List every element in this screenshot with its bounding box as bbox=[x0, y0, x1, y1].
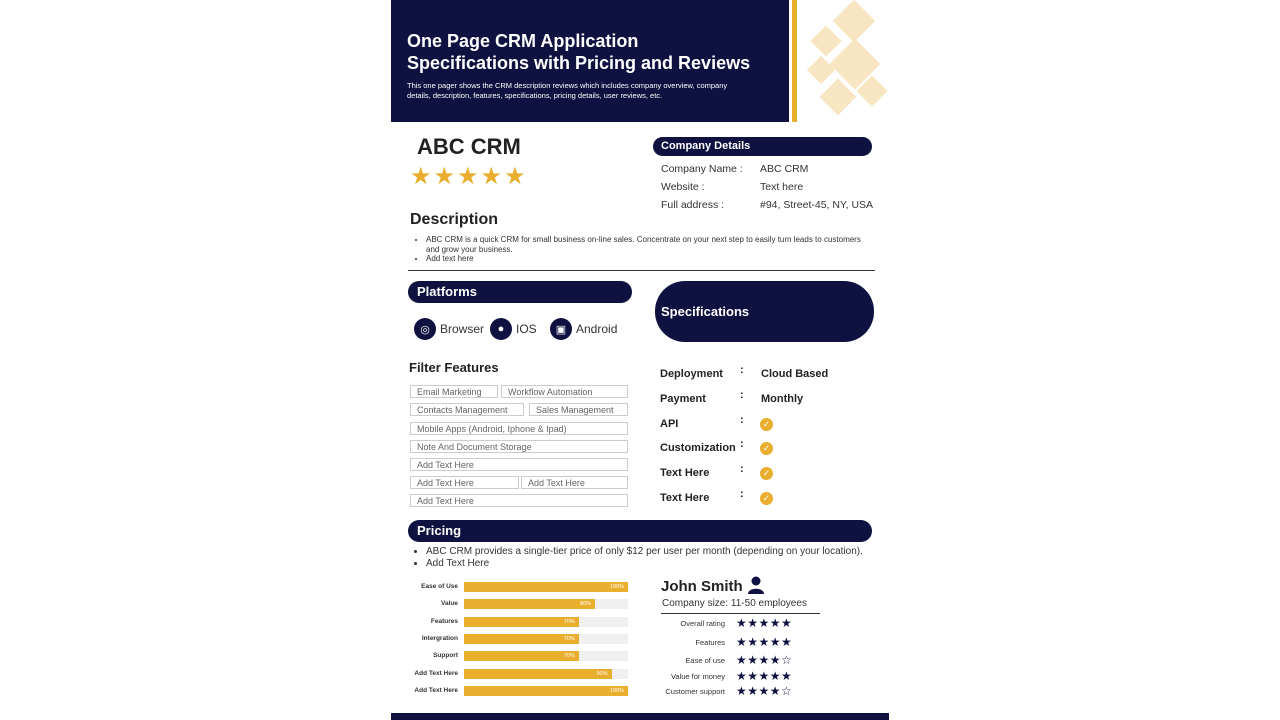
platform-label: Android bbox=[576, 322, 618, 336]
feature-tag: Contacts Management bbox=[410, 403, 524, 416]
company-name-value: ABC CRM bbox=[760, 163, 809, 175]
spec-colon: : bbox=[740, 463, 744, 475]
bar-category-label: Intergration bbox=[421, 634, 458, 642]
review-stars: ★★★★★ bbox=[736, 669, 793, 683]
feature-tag: Email Marketing bbox=[410, 385, 498, 398]
apple-icon: ● bbox=[490, 318, 512, 340]
bar-category-label: Add Text Here bbox=[414, 669, 458, 677]
bar-value-label: 80% bbox=[580, 601, 592, 608]
reviewer-name: John Smith bbox=[661, 578, 743, 595]
bar-category-label: Support bbox=[433, 652, 458, 660]
check-icon: ✓ bbox=[760, 418, 773, 431]
company-size: Company size: 11-50 employees bbox=[662, 598, 807, 609]
description-item: • ABC CRM is a quick CRM for small business on-line sales. Concentrate on your next step to easily turn leads to customers and grow your business. bbox=[426, 235, 866, 254]
title-line-1: One Page CRM Application bbox=[407, 31, 639, 51]
feature-tag: Mobile Apps (Android, Iphone & Ipad) bbox=[410, 422, 628, 435]
website-label: Website : bbox=[661, 181, 705, 193]
platform-label: IOS bbox=[516, 322, 537, 336]
feature-tag: Add Text Here bbox=[410, 458, 628, 471]
bar-category-label: Features bbox=[430, 617, 458, 625]
feature-tag: Add Text Here bbox=[410, 494, 628, 507]
bar-category-label: Add Text Here bbox=[414, 686, 458, 694]
spec-label: Deployment bbox=[660, 368, 723, 380]
bar bbox=[464, 686, 628, 696]
user-icon bbox=[748, 576, 764, 594]
bar-track bbox=[464, 686, 628, 696]
bar-value-label: 70% bbox=[563, 618, 575, 625]
pricing-item: • ABC CRM provides a single-tier price of only $12 per user per month (depending on your location). bbox=[426, 546, 886, 558]
bar-value-label: 100% bbox=[609, 687, 624, 694]
platform-android bbox=[550, 318, 617, 340]
filter-features-heading: Filter Features bbox=[409, 360, 499, 375]
ratings-bar-chart bbox=[391, 580, 641, 705]
spec-label: Customization bbox=[660, 442, 736, 454]
description-item: • Add text here bbox=[426, 254, 866, 264]
android-icon: ▣ bbox=[550, 318, 572, 340]
description-list bbox=[412, 235, 866, 264]
spec-colon: : bbox=[740, 389, 744, 401]
check-icon: ✓ bbox=[760, 442, 773, 455]
chrome-icon: ◎ bbox=[414, 318, 436, 340]
description-heading: Description bbox=[410, 211, 499, 228]
review-label: Value for money bbox=[670, 672, 725, 681]
one-page-document bbox=[391, 0, 889, 720]
spec-label: Text Here bbox=[660, 467, 710, 479]
bar bbox=[464, 599, 595, 609]
platform-ios bbox=[490, 318, 537, 340]
spec-label: Payment bbox=[660, 393, 706, 405]
bar-value-label: 70% bbox=[563, 653, 575, 660]
address-value: #94, Street-45, NY, USA bbox=[760, 199, 874, 211]
pricing-list bbox=[412, 546, 886, 569]
spec-colon: : bbox=[740, 414, 744, 426]
pricing-heading: Pricing bbox=[408, 520, 872, 542]
feature-tag: Add Text Here bbox=[521, 476, 628, 489]
bar-track bbox=[464, 582, 628, 592]
company-details-heading: Company Details bbox=[653, 137, 872, 156]
website-value: Text here bbox=[760, 181, 804, 193]
bar bbox=[464, 651, 579, 661]
review-stars: ★★★★☆ bbox=[736, 684, 793, 698]
spec-value: Monthly bbox=[761, 393, 804, 405]
bar-value-label: 90% bbox=[596, 670, 608, 677]
spec-colon: : bbox=[740, 364, 744, 376]
platform-label: Browser bbox=[440, 322, 485, 336]
spec-colon: : bbox=[740, 438, 744, 450]
bar-track bbox=[464, 634, 628, 644]
feature-tag: Add Text Here bbox=[410, 476, 519, 489]
bar-value-label: 70% bbox=[563, 635, 575, 642]
check-icon: ✓ bbox=[760, 492, 773, 505]
specifications-heading: Specifications bbox=[655, 281, 874, 342]
spec-label: API bbox=[660, 418, 679, 430]
product-rating-stars: ★★★★★ bbox=[410, 163, 528, 190]
platforms-heading: Platforms bbox=[408, 281, 632, 303]
bar-value-label: 100% bbox=[609, 584, 624, 590]
review-label: Customer support bbox=[665, 687, 725, 696]
spec-colon: : bbox=[740, 488, 744, 500]
review-label: Features bbox=[695, 638, 725, 647]
page-title bbox=[407, 30, 777, 74]
feature-tag: Sales Management bbox=[529, 403, 628, 416]
title-line-2: Specifications with Pricing and Reviews bbox=[407, 53, 751, 73]
bar-category-label: Ease of Use bbox=[421, 583, 458, 590]
bar bbox=[464, 617, 579, 627]
bar-track bbox=[464, 617, 628, 627]
spec-value: Cloud Based bbox=[761, 368, 829, 380]
bar bbox=[464, 634, 579, 644]
section-divider bbox=[408, 270, 875, 271]
review-stars: ★★★★★ bbox=[736, 616, 793, 630]
platform-browser bbox=[414, 318, 484, 340]
bar-track bbox=[464, 599, 628, 609]
feature-tag: Workflow Automation bbox=[501, 385, 628, 398]
feature-tag: Note And Document Storage bbox=[410, 440, 628, 453]
check-icon: ✓ bbox=[760, 467, 773, 480]
product-name: ABC CRM bbox=[417, 134, 521, 159]
review-stars: ★★★★★ bbox=[736, 635, 793, 649]
bar bbox=[464, 669, 612, 679]
pricing-item: • Add Text Here bbox=[426, 558, 886, 570]
spec-label: Text Here bbox=[660, 492, 710, 504]
bar-category-label: Value bbox=[441, 600, 458, 608]
review-label: Overall rating bbox=[680, 619, 725, 628]
bar-track bbox=[464, 669, 628, 679]
address-label: Full address : bbox=[661, 199, 725, 211]
bar-track bbox=[464, 651, 628, 661]
header-accent-bar bbox=[792, 0, 797, 122]
review-stars: ★★★★☆ bbox=[736, 653, 793, 667]
bar bbox=[464, 582, 628, 592]
review-divider bbox=[661, 613, 820, 614]
review-label: Ease of use bbox=[685, 656, 725, 665]
footer-bar bbox=[391, 713, 889, 720]
company-name-label: Company Name : bbox=[661, 163, 743, 175]
page-subtitle: This one pager shows the CRM description reviews which includes company overview, company details, description, features, specifications, pricing details, user reviews, etc. bbox=[407, 81, 728, 100]
header-banner bbox=[391, 0, 789, 122]
